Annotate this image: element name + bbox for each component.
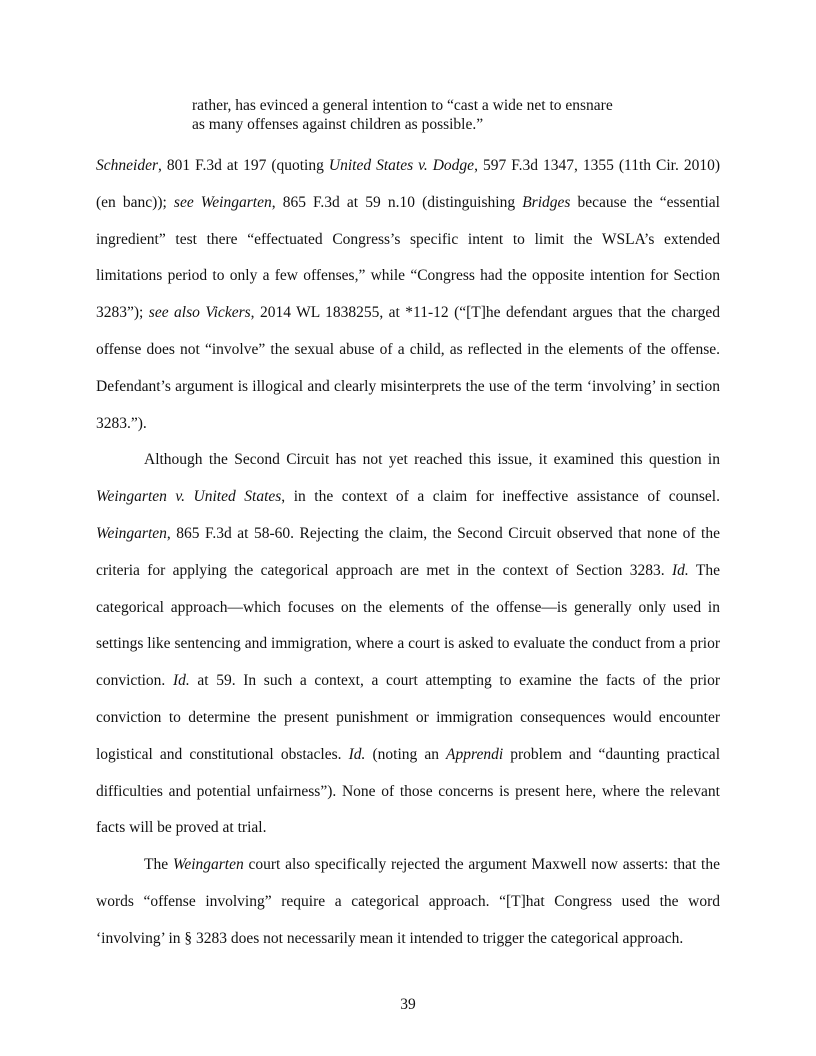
text-run: The categorical approach—which focuses on the elements of the offense—is generally only used in settings like sentencing and immigration, where a court is asked to evaluate the conduct from a prior conviction. <box>96 561 720 690</box>
page-number: 39 <box>400 996 416 1013</box>
paragraph-weingarten-court <box>96 847 720 957</box>
body-text <box>96 148 720 958</box>
text-run: , in the context of a claim for ineffective assistance of counsel. <box>281 488 720 506</box>
text-run: problem and “daunting practical difficulties and potential unfairness”). None of those concerns is present here, where the relevant facts will be proved at trial. <box>96 745 720 837</box>
case-name: United States v. Dodge <box>328 157 475 174</box>
case-name: see also Vickers <box>148 304 251 322</box>
text-run: court also specifically rejected the argument Maxwell now asserts: that the words “offense involving” require a categorical approach. “[T]hat Congress used the word ‘involving’ in § 3283 does not necessarily mean it intended to trigger the categorical approach. <box>96 856 720 947</box>
block-quote <box>192 96 652 134</box>
case-name: Bridges <box>522 193 571 211</box>
text-run: , 2014 WL 1838255, at *11-12 (“[T]he defendant argues that the charged offense does not “involve” the sexual abuse of a child, as reflected in the elements of the offense. Defendant’s argument is illogical and clearly misinterprets the use of the term ‘involving’ in section 3283.”). <box>96 304 720 432</box>
text-run: , 865 F.3d at 58-60. Rejecting the claim, the Second Circuit observed that none of the criteria for applying the categorical approach are met in the context of Section 3283. <box>96 524 720 579</box>
text-run: , 597 F.3d 1347, 1355 (11th Cir. 2010) (en banc)); <box>96 157 721 211</box>
block-quote-line: rather, has evinced a general intention to “cast a wide net to ensnare <box>192 97 613 114</box>
text-run: The <box>144 856 173 874</box>
text-run: at 59. In such a context, a court attempting to examine the facts of the prior conviction to determine the present punishment or immigration consequences would encounter logistical and constitutional obstacles. <box>96 672 720 763</box>
text-run: , 865 F.3d at 59 n.10 (distinguishing <box>271 193 523 211</box>
citation-id: Id. <box>672 561 689 579</box>
case-name: Weingarten <box>172 856 244 874</box>
case-name: see Weingarten <box>173 193 272 211</box>
case-name: Weingarten v. United States <box>96 488 282 506</box>
text-run: because the “essential ingredient” test there “effectuated Congress’s specific intent to limit the WSLA’s extended limitations period to only a few offenses,” while “Congress had the opposite intention for Section 3283”); <box>96 193 720 322</box>
case-name: Schneider <box>96 157 158 174</box>
paragraph-citation-continuation <box>96 148 720 442</box>
citation-id: Id. <box>172 672 190 690</box>
text-run: Although the Second Circuit has not yet reached this issue, it examined this question in <box>144 451 720 469</box>
case-name: Weingarten <box>96 524 167 542</box>
paragraph-second-circuit <box>96 442 720 847</box>
case-name: Apprendi <box>446 745 504 763</box>
citation-id: Id. <box>348 745 366 763</box>
text-run: (noting an <box>365 745 447 763</box>
text-run: , 801 F.3d at 197 (quoting <box>157 157 329 174</box>
block-quote-line: as many offenses against children as possible.” <box>192 116 484 133</box>
